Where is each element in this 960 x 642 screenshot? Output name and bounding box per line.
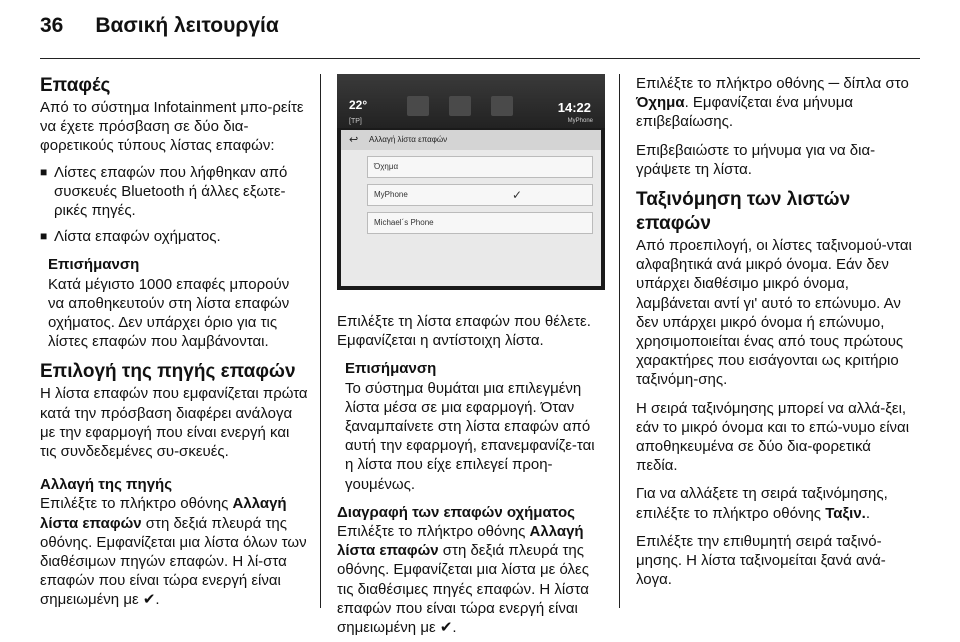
list-item[interactable] [367, 184, 593, 206]
column-right [636, 74, 914, 589]
audio-icon [449, 96, 471, 116]
phone-name-label: MyPhone [567, 118, 593, 124]
clock-readout: 14:22 [557, 100, 591, 115]
text-run: Επιλέξτε το πλήκτρο οθόνης [40, 495, 233, 513]
softkey-label: Αλλαγή λίστα επαφών [337, 523, 584, 560]
nav-icon [407, 96, 429, 116]
contact-source-list [341, 130, 601, 286]
body-text: Επιλέξτε την επιθυμητή σειρά ταξινό-μησης. Η λίστα ταξινομείται ξανά ανά-λογα. [636, 532, 886, 589]
infotainment-screenshot [337, 74, 605, 290]
header-divider [40, 58, 920, 59]
text-run: . [155, 591, 160, 609]
softkey-label: Αλλαγή λίστα επαφών [40, 495, 287, 532]
text-run: στη δεξιά πλευρά της οθόνης. Εμφανίζεται μια λίστα όλων των διαθέσιμων πηγών επαφών. Η λί-στα επαφών που είναι τώρα ενεργή είναι σημειωμένη με [40, 514, 307, 609]
bullet-icon: ■ [40, 229, 48, 244]
text-run: Επιλέξτε το πλήκτρο οθόνης [337, 523, 530, 541]
body-text: Επιλέξτε τη λίστα επαφών που θέλετε. Εμφανίζεται η αντίστοιχη λίστα. [337, 313, 591, 350]
tp-indicator: [TP] [349, 118, 362, 125]
softkey-label: Ταξιν. [825, 504, 866, 522]
text-run: στη δεξιά πλευρά της οθόνης. Εμφανίζεται μια λίστα με όλες τις διαθέσιμες πηγές επαφών. Η λίστα επαφών που είναι τώρα ενεργή είναι σημειωμένη με [337, 542, 589, 637]
list-item[interactable] [367, 212, 593, 234]
note-text: Κατά μέγιστο 1000 επαφές μπορούν να αποθηκευτούν στη λίστα επαφών οχήματος. Δεν υπάρχει όριο για τις λίστες επαφών που λαμβάνονται. [48, 275, 290, 351]
check-icon: ✔ [439, 619, 453, 637]
text-run: . Εμφανίζεται ένα μήνυμα επιβεβαίωσης. [636, 94, 854, 131]
column-middle [337, 74, 605, 637]
bullet-icon: ■ [40, 164, 48, 179]
list-header [341, 130, 601, 150]
text-run: . [865, 504, 871, 522]
intro-text: Από το σύστημα Infotainment μπο-ρείτε να έχετε πρόσβαση σε δύο δια-φορετικούς τύπους λίστας επαφών: [40, 99, 304, 155]
bullet-text: Λίστα επαφών οχήματος. [54, 228, 221, 246]
note-title: Επισήμανση [345, 360, 437, 378]
body-text: Η σειρά ταξινόμησης μπορεί να αλλά-ξει, εάν το μικρό όνομα και το επώ-νυμο είναι αποθηκευμένα σε δύο δια-φορετικά πεδία. [636, 399, 910, 475]
sub-text [40, 494, 308, 609]
softkey-label: Όχημα [636, 94, 685, 112]
list-item[interactable] [367, 156, 593, 178]
back-arrow-icon[interactable]: ↩ [349, 134, 359, 146]
screen-status-bar [337, 74, 605, 128]
page-number: 36 [40, 14, 64, 37]
body-text: Από προεπιλογή, οι λίστες ταξινομού-νται αλφαβητικά ανά μικρό όνομα. Εάν δεν υπάρχει διαθέσιμο μικρό όνομα, λαμβάνεται αντί γι' αυτό το επώνυμο. Αν δεν υπάρχει μικρό όνομα ή επώνυμο, χρησιμοποιείται ένας από τους πρώτους χαρακτήρες που εισάγονται ως κριτήριο ταξινόμη-σης. [636, 237, 912, 389]
note-title: Επισήμανση [48, 256, 140, 274]
sub-heading-change-source: Αλλαγή της πηγής [40, 476, 173, 494]
text-run: Επιλέξτε το πλήκτρο οθόνης [636, 75, 829, 92]
note-box [40, 255, 308, 351]
check-icon: ✓ [511, 188, 522, 202]
column-left [40, 74, 308, 610]
bullet-text: Λίστες επαφών που λήφθηκαν από συσκευές Bluetooth ή άλλες εξωτε-ρικές πηγές. [54, 163, 288, 220]
sub-heading-delete-contacts: Διαγραφή των επαφών οχήματος [337, 503, 575, 521]
minus-icon: ─ [828, 75, 840, 92]
list-item-label: MyPhone [374, 190, 408, 199]
check-icon: ✔ [142, 591, 156, 609]
note-box [337, 359, 605, 493]
column-divider [320, 74, 321, 608]
section-text: Η λίστα επαφών που εμφανίζεται πρώτα κατά την πρόσβαση διαφέρει ανάλογα με την εφαρμογή που είναι ενεργή και τις συνδεδεμένες συ-σκευές. [40, 385, 308, 461]
text-run: Για να αλλάξετε τη σειρά ταξινόμησης, επιλέξτε το πλήκτρο οθόνης [636, 485, 888, 522]
body-text [636, 484, 914, 522]
section-heading-contacts: Επαφές [40, 75, 111, 96]
body-text [636, 74, 914, 132]
page-title: Βασική λειτουργία [95, 14, 279, 37]
phone-icon [491, 96, 513, 116]
section-heading-source: Επιλογή της πηγής επαφών [40, 361, 296, 383]
page-header [40, 14, 279, 50]
list-item [40, 163, 308, 221]
list-title: Αλλαγή λίστα επαφών [369, 135, 448, 144]
column-divider [619, 74, 620, 608]
list-item-label: Michael´s Phone [374, 218, 434, 227]
text-run: . [452, 619, 457, 637]
note-text: Το σύστημα θυμάται μια επιλεγμένη λίστα μέσα σε μια εφαρμογή. Όταν ξαναμπαίνετε στη λίστα επαφών από αυτή την εφαρμογή, επανεμφανίζε-ται η λίστα που είχε επιλεγεί προη-γουμένως. [345, 379, 595, 493]
temperature-readout: 22° [349, 98, 368, 112]
section-heading-sorting: Ταξινόμηση των λιστών επαφών [636, 189, 851, 235]
body-text: Επιβεβαιώστε το μήνυμα για να δια-γράψετε τη λίστα. [636, 141, 876, 178]
sub-text [337, 522, 605, 637]
list-item [40, 227, 308, 246]
list-item-label: Όχημα [374, 162, 399, 171]
text-run: δίπλα στο [839, 75, 909, 92]
